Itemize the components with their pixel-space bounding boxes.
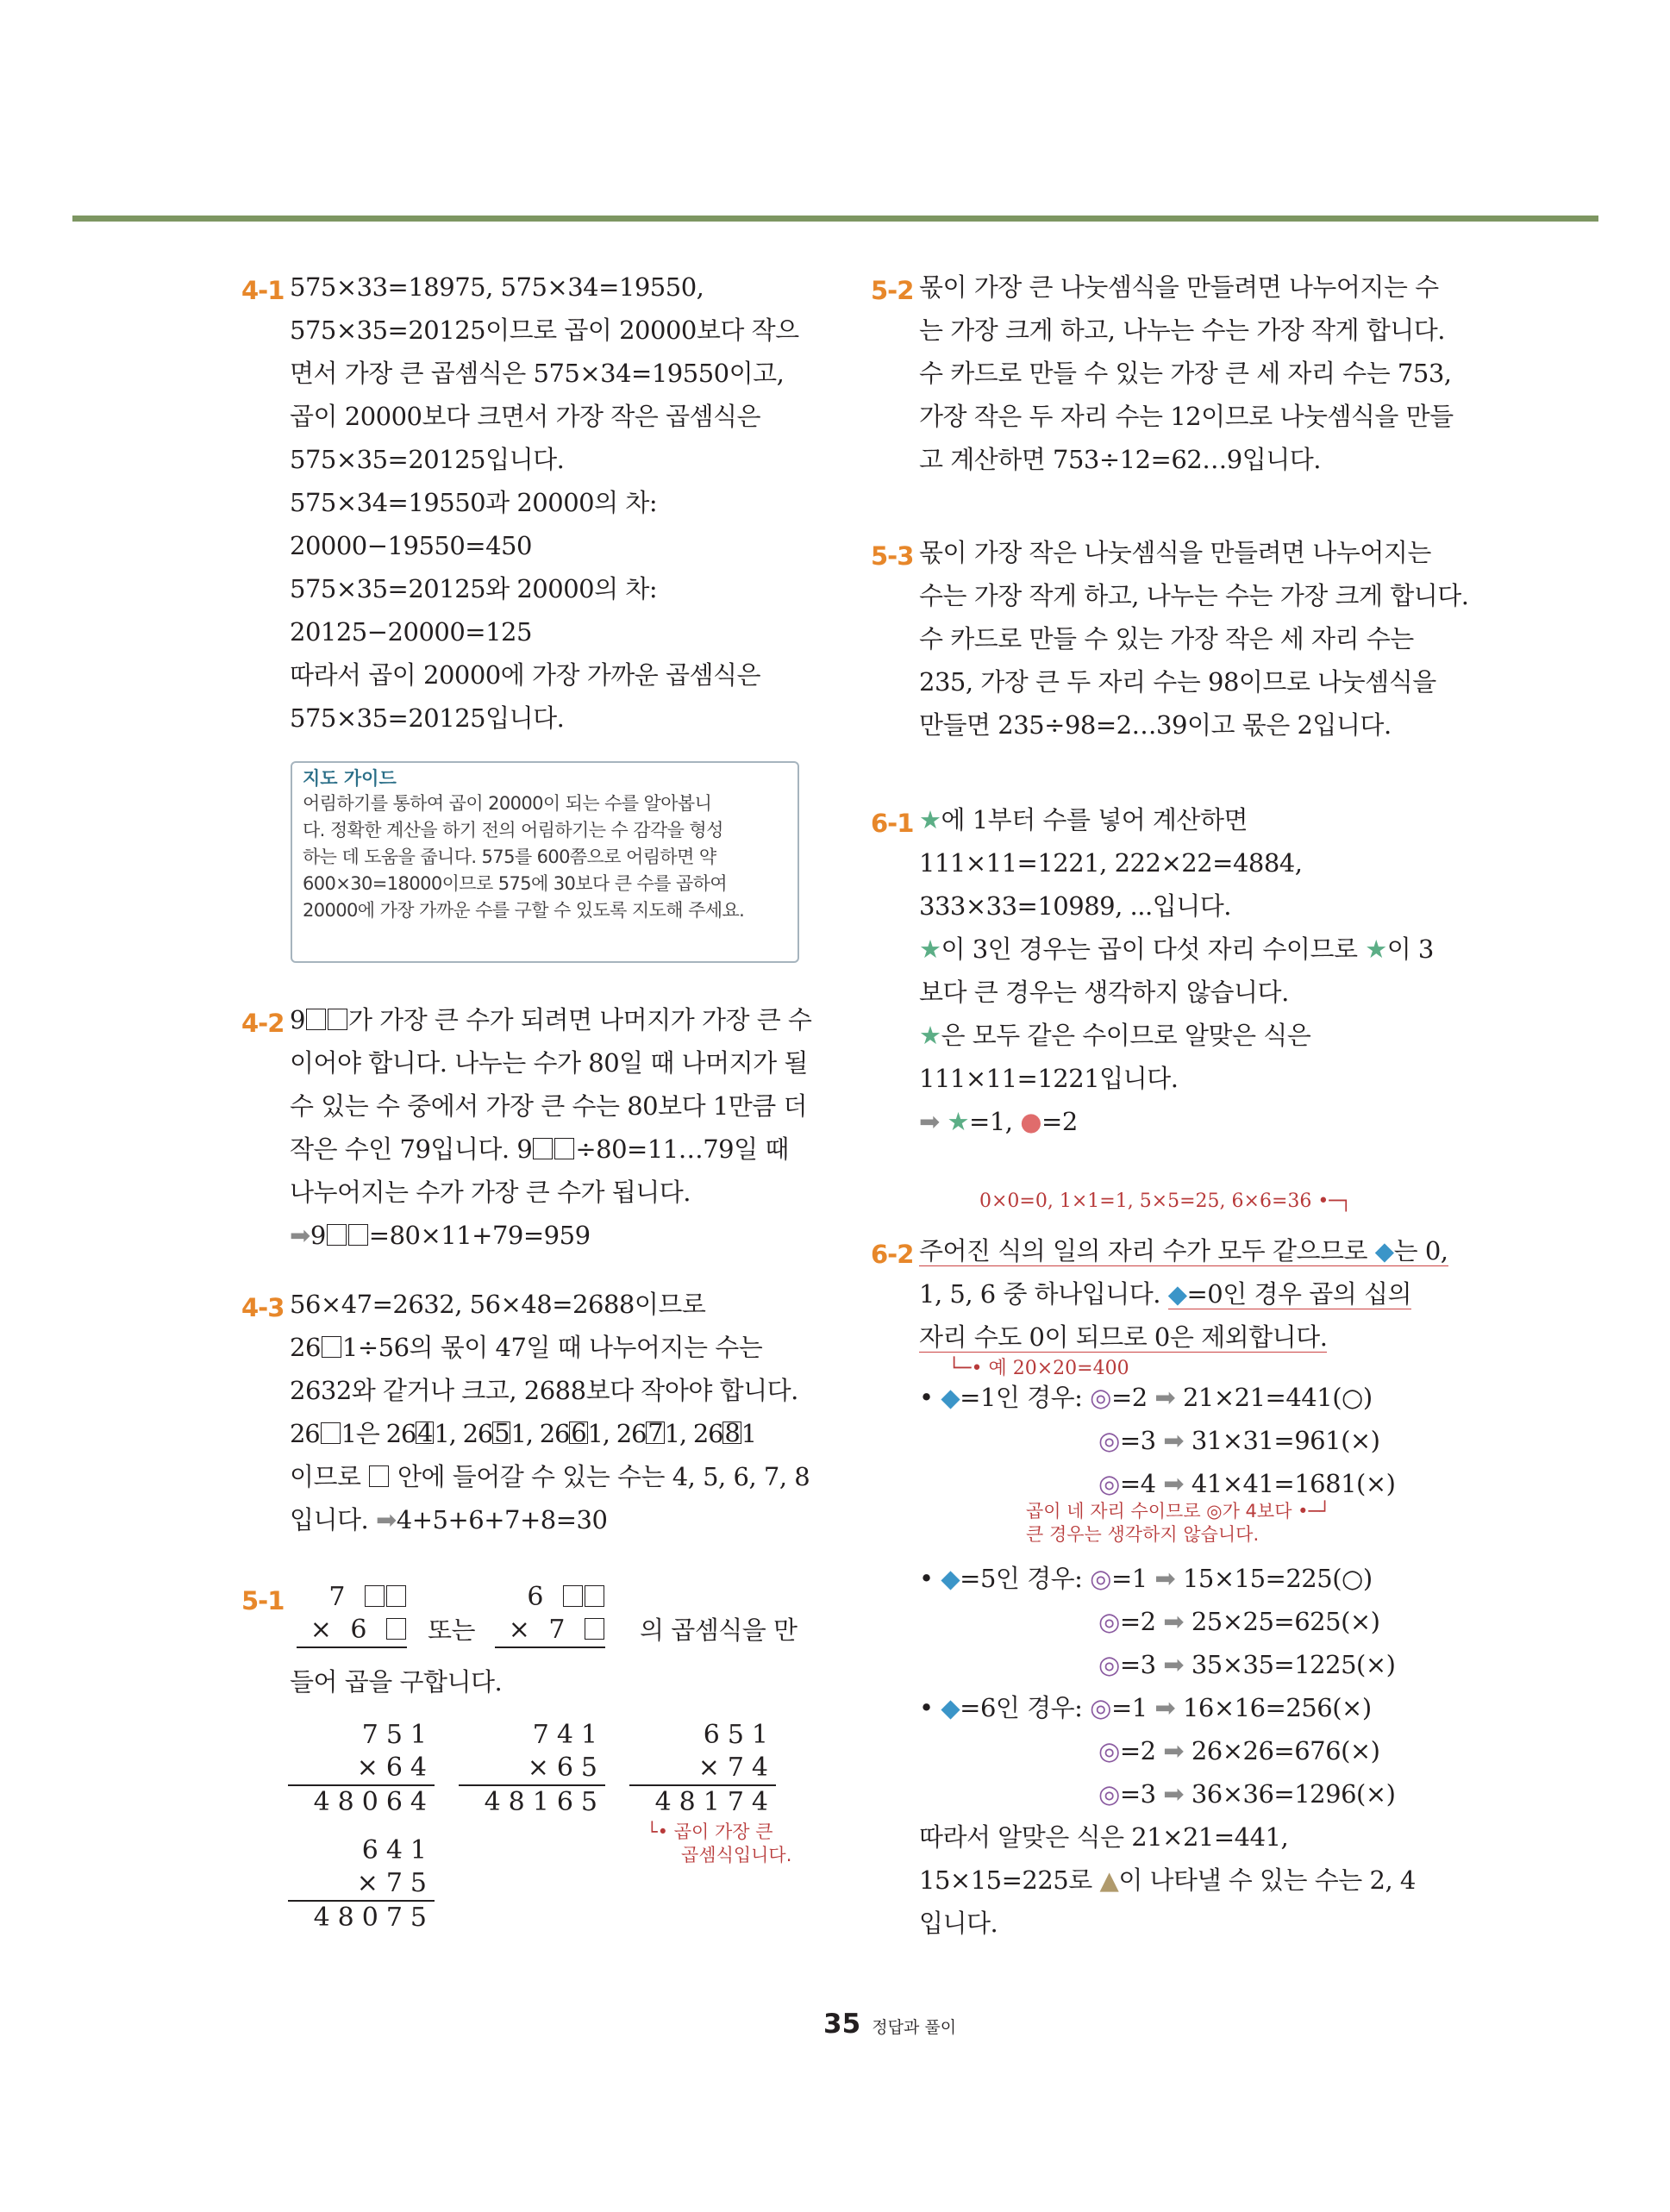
text-line: 수는 가장 작게 하고, 나누는 수는 가장 크게 합니다. [919,581,1469,610]
multiplier: ×74 [697,1753,776,1783]
text-line: 고 계산하면 753÷12=62…9입니다. [919,445,1321,474]
solution-text [290,266,799,740]
star-icon: ★ [919,1021,941,1050]
text-line: 이어야 합니다. 나누는 수가 80일 때 나머지가 될 [290,1048,808,1078]
blank-box [554,1138,574,1159]
blank-box [369,1465,389,1487]
guide-title: 지도 가이드 [303,768,397,789]
blank-box [322,1336,341,1358]
product: 48174 [629,1784,776,1819]
four-digit-note: 곱이 네 자리 수이므로 ◎가 4보다 •─┘ 큰 경우는 생각하지 않습니다. [1026,1501,1330,1545]
triangle-icon: ▲ [1099,1865,1119,1895]
text-line: 1, 5, 6 중 하나입니다. ◆=0인 경우 곱의 십의 [919,1279,1412,1309]
case-1 [919,1376,1395,1505]
blank-box [585,1585,604,1607]
case-row: ◎=3 ➡ 36×36=1296(×) [1098,1779,1396,1809]
text-line: 곱이 20000보다 크면서 가장 작은 곱셈식은 [290,402,761,431]
circle-icon: ● [1020,1107,1042,1136]
product: 48064 [288,1784,435,1819]
text-line: 111×11=1221, 222×22=4884, [919,848,1303,878]
arrow-icon: ➡ [1154,1383,1176,1412]
solution-text [919,531,1468,747]
text-line: 몫이 가장 작은 나눗셈식을 만들려면 나누어지는 [919,538,1431,567]
solution-text [919,798,1434,1143]
diamond-icon: ◆ [1374,1236,1394,1265]
page-footer [823,2009,956,2040]
text-line: 들어 곱을 구합니다. [290,1667,503,1696]
text-line: 575×33=18975, 575×34=19550, [290,272,704,302]
problem-number: 5-2 [871,276,914,305]
arrow-icon: ➡ [1154,1693,1176,1722]
blank-box [365,1585,385,1607]
text-line: 26 1÷56의 몫이 47일 때 나누어지는 수는 [290,1333,763,1362]
multiplication-4 [288,1834,435,1934]
problem-number: 4-2 [241,1009,285,1038]
double-circle-icon: ◎ [1098,1607,1120,1636]
text-line: 만들면 235÷98=2…39이고 몫은 2입니다. [919,710,1392,740]
text-line: 20000−19550=450 [290,531,532,560]
text-line: ★은 모두 같은 수이므로 알맞은 식은 [919,1021,1311,1050]
multiplicand: 641 [361,1835,435,1865]
multiplicand: 651 [703,1720,776,1750]
text-line: 20125−20000=125 [290,617,532,647]
text-line: 수 카드로 만들 수 있는 가장 작은 세 자리 수는 [919,624,1414,653]
case-row: • ◆=6인 경우: ◎=1 ➡ 16×16=256(×) [919,1693,1372,1722]
case-3 [919,1686,1395,1815]
guide-line: 다. 정확한 계산을 하기 전의 어림하기는 수 감각을 형성 [303,820,723,840]
product: 48165 [459,1784,605,1819]
form-1: 7 × 6 [297,1581,407,1648]
multiplier: ×75 [356,1868,435,1898]
case-row: ◎=4 ➡ 41×41=1681(×) [1098,1469,1396,1498]
arrow-icon: ➡ [1163,1650,1185,1679]
text-line: 몫이 가장 큰 나눗셈식을 만들려면 나누어지는 수 [919,272,1439,302]
boxed-digit: 8 [724,1418,740,1447]
blank-box [386,1618,406,1640]
arrow-icon: ➡ [375,1505,397,1534]
guide-line: 20000에 가장 가까운 수를 구할 수 있도록 지도해 주세요. [303,900,745,921]
text-line: 나누어지는 수가 가장 큰 수가 됩니다. [290,1178,691,1207]
text-line: 15×15=225로 ▲이 나타낼 수 있는 수는 2, 4 [919,1865,1416,1895]
text-line: 575×35=20125입니다. [290,445,565,474]
boxed-digit: 7 [647,1418,663,1447]
star-icon: ★ [947,1107,970,1136]
multiplicand: 741 [532,1720,605,1750]
case-row: ◎=2 ➡ 26×26=676(×) [1098,1736,1380,1765]
multiplication-1 [288,1719,435,1819]
answer-line: ➡ ★=1, ●=2 [919,1107,1078,1136]
text-line: 575×35=20125이므로 곱이 20000보다 작으 [290,316,799,345]
case-2 [919,1557,1395,1686]
arrow-icon: ➡ [1154,1564,1176,1593]
answer-line: 입니다. ➡4+5+6+7+8=30 [290,1505,608,1534]
text-line: 575×35=20125입니다. [290,703,565,733]
text-line: 수 있는 수 중에서 가장 큰 수는 80보다 1만큼 더 [290,1091,808,1121]
arrow-icon: ➡ [1163,1779,1185,1809]
solution-text [290,998,811,1257]
double-circle-icon: ◎ [1098,1779,1120,1809]
solution-text [919,1229,1448,1359]
header-rule [72,216,1598,222]
blank-box [306,1009,326,1030]
example-note: └─• 예 20×20=400 [948,1358,1129,1379]
text-line: 575×34=19550과 20000의 차: [290,488,658,517]
blank-box [585,1618,604,1640]
case-row: • ◆=5인 경우: ◎=1 ➡ 15×15=225(○) [919,1564,1373,1593]
boxed-digit: 4 [417,1418,433,1447]
text-line: 의 곱셈식을 만 [640,1615,797,1645]
problem-number: 6-2 [871,1240,914,1269]
answer-line: ➡9 =80×11+79=959 [290,1221,591,1250]
squares-note: 0×0=0, 1×1=1, 5×5=25, 6×6=36 •─┐ [979,1190,1352,1212]
text-line: 는 가장 크게 하고, 나누는 수는 가장 작게 합니다. [919,316,1445,345]
double-circle-icon: ◎ [1098,1426,1120,1455]
blank-box [348,1224,368,1246]
star-icon: ★ [919,934,941,964]
double-circle-icon: ◎ [1090,1383,1111,1412]
form-2: 6 × 7 [495,1581,605,1648]
double-circle-icon: ◎ [1098,1650,1120,1679]
multiplication-3 [629,1719,776,1819]
text-line: 235, 가장 큰 두 자리 수는 98이므로 나눗셈식을 [919,667,1436,697]
diamond-icon: ◆ [1167,1279,1187,1309]
text-line: 수 카드로 만들 수 있는 가장 큰 세 자리 수는 753, [919,359,1452,388]
arrow-icon: ➡ [1163,1736,1185,1765]
problem-number: 5-1 [241,1586,285,1615]
diamond-icon: ◆ [941,1383,960,1412]
text-line: 자리 수도 0이 되므로 0은 제외합니다. [919,1322,1328,1352]
case-row: • ◆=1인 경우: ◎=2 ➡ 21×21=441(○) [919,1383,1373,1412]
text-line: 가장 작은 두 자리 수는 12이므로 나눗셈식을 만들 [919,402,1454,431]
solution-text [290,1283,810,1541]
guide-line: 600×30=18000이므로 575에 30보다 큰 수를 곱하여 [303,873,728,894]
boxed-digit: 5 [494,1418,510,1447]
text-line: 면서 가장 큰 곱셈식은 575×34=19550이고, [290,359,785,388]
page-number: 35 [823,2009,861,2040]
double-circle-icon: ◎ [1098,1469,1120,1498]
product: 48075 [288,1900,435,1934]
blank-box [563,1585,583,1607]
case-row: ◎=2 ➡ 25×25=625(×) [1098,1607,1380,1636]
blank-box [386,1585,406,1607]
double-circle-icon: ◎ [1090,1564,1111,1593]
problem-5-1 [235,1582,817,2017]
arrow-icon: ➡ [1163,1607,1185,1636]
problem-number: 6-1 [871,809,914,838]
boxed-digit: 6 [571,1418,586,1447]
teaching-guide-box [291,761,799,963]
diamond-icon: ◆ [941,1693,960,1722]
arrow-icon: ➡ [1163,1426,1185,1455]
text-line: 주어진 식의 일의 자리 수가 모두 같으므로 ◆는 0, [919,1236,1448,1265]
problem-number: 4-3 [241,1293,285,1322]
text-line: 111×11=1221입니다. [919,1064,1179,1093]
text-line: 2632와 같거나 크고, 2688보다 작아야 합니다. [290,1376,798,1405]
problem-number: 5-3 [871,541,914,571]
case-row: ◎=3 ➡ 35×35=1225(×) [1098,1650,1396,1679]
blank-box [328,1009,347,1030]
solution-text [919,266,1454,481]
star-icon: ★ [919,805,941,834]
problem-number: 4-1 [241,276,285,305]
diamond-icon: ◆ [941,1564,960,1593]
double-circle-icon: ◎ [1090,1693,1111,1722]
guide-line: 하는 데 도움을 줍니다. 575를 600쯤으로 어림하면 약 [303,847,716,867]
footer-label: 정답과 풀이 [872,2018,957,2037]
problem-6-2 [871,1190,1454,1938]
text-line: 보다 큰 경우는 생각하지 않습니다. [919,978,1289,1007]
multiplication-2 [459,1719,605,1819]
text-line: 26 1은 2641, 2651, 2661, 2671, 2681 [290,1418,756,1448]
star-icon: ★ [1365,934,1387,964]
text-line: 따라서 곱이 20000에 가장 가까운 곱셈식은 [290,660,761,690]
arrow-icon: ➡ [919,1107,948,1136]
conclusion [919,1815,1416,1945]
arrow-icon: ➡ [1163,1469,1185,1498]
text-line: 56×47=2632, 56×48=2688이므로 [290,1290,706,1319]
text-line: ★이 3인 경우는 곱이 다섯 자리 수이므로 ★이 3 [919,934,1434,964]
arrow-icon: ➡ [290,1221,310,1250]
multiplier: ×65 [527,1753,605,1783]
text-line: 333×33=10989, ...입니다. [919,891,1231,921]
or-text: 또는 [428,1615,476,1645]
text-line: 9 가 가장 큰 수가 되려면 나머지가 가장 큰 수 [290,1005,812,1034]
text-line: 입니다. [919,1909,998,1938]
case-row: ◎=3 ➡ 31×31=961(×) [1098,1426,1380,1455]
multiplicand: 751 [361,1720,435,1750]
blank-box [321,1422,341,1444]
text-line: ★에 1부터 수를 넣어 계산하면 [919,805,1248,834]
double-circle-icon: ◎ [1098,1736,1120,1765]
text-line: 575×35=20125와 20000의 차: [290,574,658,603]
text-line: 이므로 안에 들어갈 수 있는 수는 4, 5, 6, 7, 8 [290,1462,810,1491]
blank-box [533,1138,553,1159]
guide-line: 어림하기를 통하여 곱이 20000이 되는 수를 알아봅니 [303,793,712,814]
text-line: 따라서 알맞은 식은 21×21=441, [919,1822,1289,1852]
multiplier: ×64 [356,1753,435,1783]
text-line: 작은 수인 79입니다. 9 ÷80=11…79일 때 [290,1134,789,1164]
blank-box [327,1224,347,1246]
largest-product-note: └• 곱이 가장 큰 곱셈식입니다. [647,1821,792,1865]
